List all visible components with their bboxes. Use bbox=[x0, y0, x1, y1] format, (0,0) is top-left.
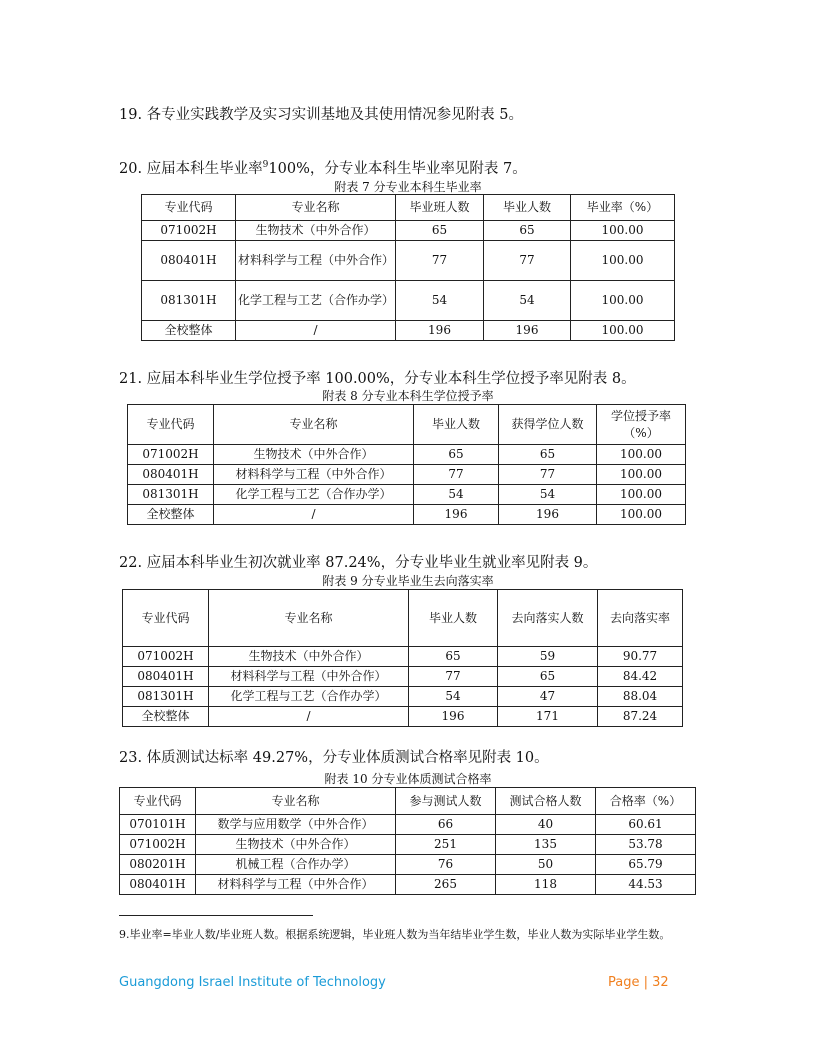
table-cell: 65 bbox=[498, 667, 598, 687]
table7-header-cell: 毕业率（%） bbox=[571, 195, 675, 221]
table-cell: 196 bbox=[414, 505, 499, 525]
table-cell: 65 bbox=[396, 221, 484, 241]
table7-header-cell: 毕业人数 bbox=[484, 195, 571, 221]
table10-header-cell: 合格率（%） bbox=[596, 788, 696, 815]
table-cell: 65 bbox=[414, 445, 499, 465]
table-row bbox=[123, 707, 683, 727]
footer-page-number: Page | 32 bbox=[608, 975, 669, 990]
table-cell: 50 bbox=[496, 855, 596, 875]
table-cell: 100.00 bbox=[571, 281, 675, 321]
footnote-separator bbox=[119, 915, 313, 916]
table8-header-row bbox=[128, 405, 686, 445]
table-cell: 60.61 bbox=[596, 815, 696, 835]
table-cell: 材料科学与工程（中外合作） bbox=[209, 667, 409, 687]
table9-header-cell: 去向落实人数 bbox=[498, 590, 598, 647]
table-cell: 88.04 bbox=[598, 687, 683, 707]
table10-header-cell: 参与测试人数 bbox=[396, 788, 496, 815]
table-row bbox=[128, 505, 686, 525]
table-cell: 65.79 bbox=[596, 855, 696, 875]
table-cell: 全校整体 bbox=[128, 505, 214, 525]
table-cell: 100.00 bbox=[571, 221, 675, 241]
table10-header-cell: 测试合格人数 bbox=[496, 788, 596, 815]
table8-degree-rate bbox=[127, 404, 686, 525]
footnote-9: 9.毕业率=毕业人数/毕业班人数。根据系统逻辑，毕业班人数为当年结毕业学生数，毕业人数为实际毕业学生数。 bbox=[119, 928, 671, 941]
table9-caption: 附表 9 分专业毕业生去向落实率 bbox=[322, 574, 494, 588]
table-cell: 070101H bbox=[120, 815, 196, 835]
table-cell: 080401H bbox=[123, 667, 209, 687]
footer-institution: Guangdong Israel Institute of Technology bbox=[119, 975, 386, 990]
table-cell: 化学工程与工艺（合作办学） bbox=[209, 687, 409, 707]
table-row bbox=[128, 445, 686, 465]
table-cell: 全校整体 bbox=[123, 707, 209, 727]
table-cell: 54 bbox=[484, 281, 571, 321]
table-cell: 100.00 bbox=[571, 321, 675, 341]
table-cell: 081301H bbox=[128, 485, 214, 505]
table-cell: 44.53 bbox=[596, 875, 696, 895]
table-cell: 080201H bbox=[120, 855, 196, 875]
table-cell: 196 bbox=[499, 505, 597, 525]
table-cell: 118 bbox=[496, 875, 596, 895]
table8-header-cell: 学位授予率（%） bbox=[597, 405, 686, 445]
table8-header-cell: 毕业人数 bbox=[414, 405, 499, 445]
table-cell: 071002H bbox=[128, 445, 214, 465]
table-cell: 071002H bbox=[120, 835, 196, 855]
table10-header-row bbox=[120, 788, 696, 815]
table9-header-cell: 专业代码 bbox=[123, 590, 209, 647]
table-cell: 生物技术（中外合作） bbox=[209, 647, 409, 667]
table-cell: 071002H bbox=[123, 647, 209, 667]
table-cell: 生物技术（中外合作） bbox=[196, 835, 396, 855]
table10-header-cell: 专业代码 bbox=[120, 788, 196, 815]
table-cell: 材料科学与工程（中外合作） bbox=[236, 241, 396, 281]
table-cell: 100.00 bbox=[597, 445, 686, 465]
table10-caption: 附表 10 分专业体质测试合格率 bbox=[324, 772, 492, 786]
table-cell: 全校整体 bbox=[142, 321, 236, 341]
table-cell: 196 bbox=[484, 321, 571, 341]
table-cell: 53.78 bbox=[596, 835, 696, 855]
table-cell: 54 bbox=[414, 485, 499, 505]
table8-header-cell: 专业名称 bbox=[214, 405, 414, 445]
table-cell: 080401H bbox=[142, 241, 236, 281]
table-cell: / bbox=[209, 707, 409, 727]
table-row bbox=[128, 485, 686, 505]
table9-header-row bbox=[123, 590, 683, 647]
table-cell: 080401H bbox=[120, 875, 196, 895]
table-cell: 65 bbox=[409, 647, 498, 667]
table-cell: 84.42 bbox=[598, 667, 683, 687]
table10-header-cell: 专业名称 bbox=[196, 788, 396, 815]
footnote-ref-9[interactable]: 9 bbox=[262, 160, 269, 171]
table9-header-cell: 毕业人数 bbox=[409, 590, 498, 647]
table10-fitness-rate bbox=[119, 787, 696, 895]
table-row bbox=[142, 241, 675, 281]
table7-header-cell: 专业代码 bbox=[142, 195, 236, 221]
table-row bbox=[128, 465, 686, 485]
table-cell: 251 bbox=[396, 835, 496, 855]
table-cell: 生物技术（中外合作） bbox=[214, 445, 414, 465]
table-cell: 080401H bbox=[128, 465, 214, 485]
table-cell: 77 bbox=[414, 465, 499, 485]
table7-graduation-rate bbox=[141, 194, 675, 341]
table-row bbox=[123, 647, 683, 667]
table7-header-cell: 专业名称 bbox=[236, 195, 396, 221]
table-cell: 47 bbox=[498, 687, 598, 707]
table-cell: 77 bbox=[484, 241, 571, 281]
table-cell: 87.24 bbox=[598, 707, 683, 727]
table-cell: 生物技术（中外合作） bbox=[236, 221, 396, 241]
table-cell: 54 bbox=[409, 687, 498, 707]
table-cell: 数学与应用数学（中外合作） bbox=[196, 815, 396, 835]
table8-caption: 附表 8 分专业本科生学位授予率 bbox=[322, 389, 494, 403]
table-cell: 76 bbox=[396, 855, 496, 875]
table-cell: 化学工程与工艺（合作办学） bbox=[236, 281, 396, 321]
table-row bbox=[120, 875, 696, 895]
table-cell: 材料科学与工程（中外合作） bbox=[196, 875, 396, 895]
table9-header-cell: 去向落实率 bbox=[598, 590, 683, 647]
table-cell: / bbox=[236, 321, 396, 341]
table-cell: 100.00 bbox=[597, 505, 686, 525]
table-cell: 265 bbox=[396, 875, 496, 895]
table-cell: 100.00 bbox=[597, 485, 686, 505]
table-cell: 77 bbox=[396, 241, 484, 281]
table-cell: 65 bbox=[499, 445, 597, 465]
table8-header-cell: 获得学位人数 bbox=[499, 405, 597, 445]
table-cell: 77 bbox=[409, 667, 498, 687]
table-cell: / bbox=[214, 505, 414, 525]
item-22-text: 22. 应届本科毕业生初次就业率 87.24%，分专业毕业生就业率见附表 9。 bbox=[119, 555, 598, 571]
table7-caption: 附表 7 分专业本科生毕业率 bbox=[334, 180, 482, 194]
table-row bbox=[120, 855, 696, 875]
table-cell: 100.00 bbox=[571, 241, 675, 281]
table-cell: 59 bbox=[498, 647, 598, 667]
table-row bbox=[120, 835, 696, 855]
table-cell: 机械工程（合作办学） bbox=[196, 855, 396, 875]
item-23-text: 23. 体质测试达标率 49.27%，分专业体质测试合格率见附表 10。 bbox=[119, 750, 549, 766]
table-cell: 196 bbox=[396, 321, 484, 341]
table7-header-cell: 毕业班人数 bbox=[396, 195, 484, 221]
table-row bbox=[142, 221, 675, 241]
table7-header-row bbox=[142, 195, 675, 221]
table-cell: 40 bbox=[496, 815, 596, 835]
item-20-text: 20. 应届本科生毕业率$^9$100%，分专业本科生毕业率见附表 7。 bbox=[119, 160, 527, 177]
table-row bbox=[123, 667, 683, 687]
table9-employment-rate bbox=[122, 589, 683, 727]
table-cell: 081301H bbox=[142, 281, 236, 321]
table-cell: 化学工程与工艺（合作办学） bbox=[214, 485, 414, 505]
table8-header-cell: 专业代码 bbox=[128, 405, 214, 445]
table-cell: 100.00 bbox=[597, 465, 686, 485]
table-cell: 171 bbox=[498, 707, 598, 727]
table-cell: 材料科学与工程（中外合作） bbox=[214, 465, 414, 485]
table-row bbox=[123, 687, 683, 707]
table-cell: 071002H bbox=[142, 221, 236, 241]
table-cell: 135 bbox=[496, 835, 596, 855]
table-cell: 90.77 bbox=[598, 647, 683, 667]
table-cell: 66 bbox=[396, 815, 496, 835]
table9-header-cell: 专业名称 bbox=[209, 590, 409, 647]
table-row bbox=[142, 321, 675, 341]
table-cell: 081301H bbox=[123, 687, 209, 707]
table-row bbox=[142, 281, 675, 321]
table-row bbox=[120, 815, 696, 835]
table-cell: 54 bbox=[499, 485, 597, 505]
table-cell: 65 bbox=[484, 221, 571, 241]
item-21-text: 21. 应届本科毕业生学位授予率 100.00%，分专业本科生学位授予率见附表 8。 bbox=[119, 371, 636, 387]
table-cell: 196 bbox=[409, 707, 498, 727]
item-19-text: 19. 各专业实践教学及实习实训基地及其使用情况参见附表 5。 bbox=[119, 107, 524, 123]
table-cell: 77 bbox=[499, 465, 597, 485]
table-cell: 54 bbox=[396, 281, 484, 321]
